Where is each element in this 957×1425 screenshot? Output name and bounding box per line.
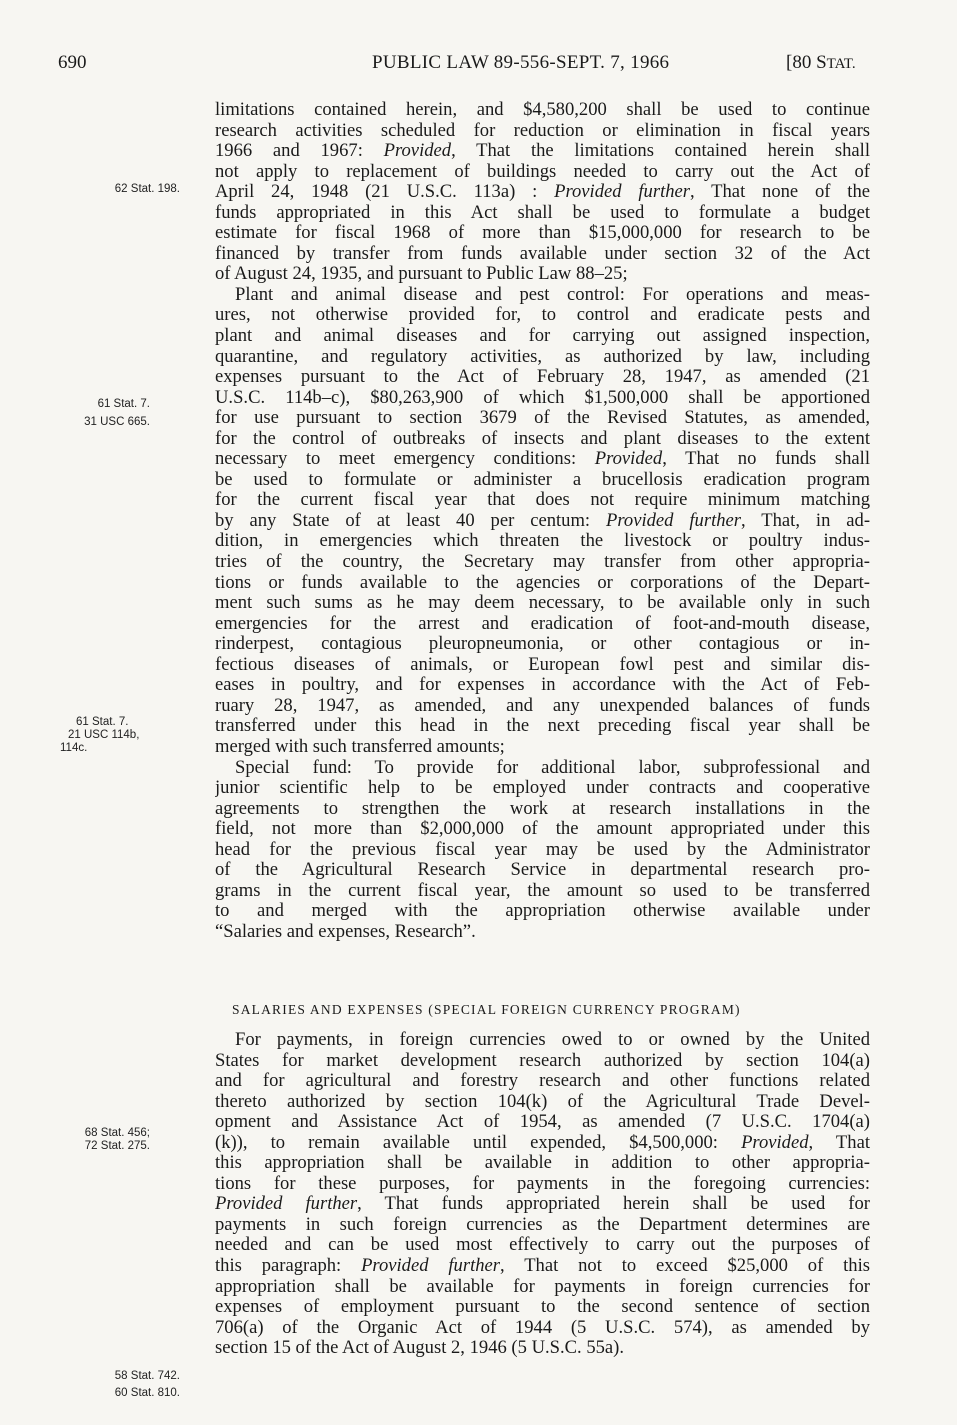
text-line: eases in poultry, and for expenses in accordance with the Act of Feb- <box>215 675 870 696</box>
margin-note-line: 61 Stat. 7. <box>97 398 150 410</box>
paragraph-special-fund <box>215 758 870 943</box>
section-heading: SALARIES AND EXPENSES (SPECIAL FOREIGN CURRENCY PROGRAM) <box>232 1002 741 1017</box>
page-number: 690 <box>58 52 87 73</box>
text-line: Provided further, That funds appropriated herein shall be used for <box>215 1194 870 1215</box>
text-line: agreements to strengthen the work at research installations in the <box>215 798 870 819</box>
margin-note <box>60 1127 150 1153</box>
text-line: U.S.C. 114b–c), $80,263,900 of which $1,500,000 shall be apportioned <box>215 387 870 408</box>
text-line: tries of the country, the Secretary may transfer from other appropria- <box>215 552 870 573</box>
text-line: appropriation shall be available for payments in foreign currencies for <box>215 1276 870 1297</box>
text-line: Plant and animal disease and pest control: For operations and meas- <box>235 284 870 305</box>
text-line: transferred under this head in the next preceding fiscal year shall be <box>215 716 870 737</box>
text-line: for the current fiscal year that does not require minimum matching <box>215 490 870 511</box>
text-line: ruary 28, 1947, as amended, and any unexpended balances of funds <box>215 695 870 716</box>
text-line: financed by transfer from funds available under section 32 of the Act <box>215 243 870 264</box>
text-line: dition, in emergencies which threaten the livestock or poultry indus- <box>215 531 870 552</box>
text-line: field, not more than $2,000,000 of the amount appropriated under this <box>215 819 870 840</box>
text-line: (k)), to remain available until expended, $4,500,000: Provided, That <box>215 1132 870 1153</box>
text-line: necessary to meet emergency conditions: Provided, That no funds shall <box>215 449 870 470</box>
text-line: thereto authorized by section 104(k) of the Agricultural Trade Devel- <box>215 1091 870 1112</box>
paragraph-continuation <box>215 100 870 285</box>
margin-note-line: 58 Stat. 742. <box>114 1370 180 1382</box>
margin-note-line: 31 USC 665. <box>84 416 150 428</box>
text-line: section 15 of the Act of August 2, 1946 (5 U.S.C. 55a). <box>215 1338 625 1359</box>
text-line: 706(a) of the Organic Act of 1944 (5 U.S.C. 574), as amended by <box>215 1317 870 1338</box>
margin-note <box>60 1370 180 1400</box>
text-line: States for market development research authorized by section 104(a) <box>215 1050 870 1071</box>
text-line: needed and can be used most effectively to carry out the purposes of <box>215 1235 870 1256</box>
text-line: tions or funds available to the agencies or corporations of the Depart- <box>215 572 870 593</box>
text-line: to and merged with the appropriation otherwise available under <box>215 901 870 922</box>
text-line: by any State of at least 40 per centum: Provided further, That, in ad- <box>215 510 870 531</box>
text-line: merged with such transferred amounts; <box>215 736 505 757</box>
text-line: funds appropriated in this Act shall be used to formulate a budget <box>215 202 870 223</box>
text-line: Special fund: To provide for additional labor, subprofessional and <box>235 757 870 778</box>
text-line: 1966 and 1967: Provided, That the limitations contained herein shall <box>215 141 870 162</box>
text-line: this paragraph: Provided further, That not to exceed $25,000 of this <box>215 1256 870 1277</box>
text-line: April 24, 1948 (21 U.S.C. 113a) : Provided further, That none of the <box>215 182 870 203</box>
text-line: be used to formulate or administer a brucellosis eradication program <box>215 469 870 490</box>
statute-body <box>215 100 870 942</box>
text-line: junior scientific help to be employed under contracts and cooperative <box>215 778 870 799</box>
margin-note <box>60 183 180 196</box>
statute-reference: [80 STAT. <box>786 52 856 73</box>
margin-note-line: 68 Stat. 456; <box>84 1127 150 1139</box>
margin-note-line: 114c. <box>60 742 88 754</box>
paragraph-foreign-currency <box>215 1030 870 1359</box>
text-line: expenses pursuant to the Act of February 28, 1947, as amended (21 <box>215 367 870 388</box>
text-line: of the Agricultural Research Service in departmental research pro- <box>215 860 870 881</box>
margin-note-line: 72 Stat. 275. <box>84 1140 150 1152</box>
text-line: for the control of outbreaks of insects and plant diseases to the extent <box>215 428 870 449</box>
text-line: grams in the current fiscal year, the amount so used to be transferred <box>215 880 870 901</box>
margin-note-line: 21 USC 114b, <box>68 729 140 741</box>
text-line: plant and animal diseases and for carrying out assigned inspection, <box>215 326 870 347</box>
text-line: research activities scheduled for reduction or elimination in fiscal years <box>215 120 870 141</box>
text-line: emergencies for the arrest and eradication of foot-and-mouth disease, <box>215 613 870 634</box>
text-line: fectious diseases of animals, or European fowl pest and similar dis- <box>215 654 870 675</box>
text-line: for use pursuant to section 3679 of the Revised Statutes, as amended, <box>215 408 870 429</box>
margin-note-line: 61 Stat. 7. <box>76 716 129 728</box>
text-line: expenses of employment pursuant to the second sentence of section <box>215 1297 870 1318</box>
margin-note-line: 60 Stat. 810. <box>114 1387 180 1399</box>
text-line: quarantine, and regulatory activities, as authorized by law, including <box>215 346 870 367</box>
text-line: payments in such foreign currencies as the Department determines are <box>215 1214 870 1235</box>
paragraph-pest-control <box>215 285 870 758</box>
text-line: For payments, in foreign currencies owed to or owned by the United <box>235 1030 870 1050</box>
running-head: PUBLIC LAW 89-556-SEPT. 7, 1966 <box>372 52 670 73</box>
text-line: ures, not otherwise provided for, to control and eradicate pests and <box>215 305 870 326</box>
margin-note <box>60 716 150 755</box>
text-line: and for agricultural and forestry research and other functions related <box>215 1071 870 1092</box>
text-line: tions for these purposes, for payments in the foregoing currencies: <box>215 1173 870 1194</box>
margin-note-line: 62 Stat. 198. <box>114 183 180 195</box>
statute-body-lower <box>215 1030 870 1359</box>
text-line: estimate for fiscal 1968 of more than $15,000,000 for research to be <box>215 223 870 244</box>
text-line: ment such sums as he may deem necessary, to be available only in such <box>215 593 870 614</box>
margin-note <box>60 398 150 429</box>
text-line: head for the previous fiscal year may be used by the Administrator <box>215 839 870 860</box>
text-line: not apply to replacement of buildings needed to carry out the Act of <box>215 161 870 182</box>
text-line: rinderpest, contagious pleuropneumonia, or other contagious or in- <box>215 634 870 655</box>
text-line: opment and Assistance Act of 1954, as amended (7 U.S.C. 1704(a) <box>215 1112 870 1133</box>
text-line: this appropriation shall be available in addition to other appropria- <box>215 1153 870 1174</box>
text-line: of August 24, 1935, and pursuant to Public Law 88–25; <box>215 264 628 285</box>
text-line: “Salaries and expenses, Research”. <box>215 921 476 942</box>
text-line: limitations contained herein, and $4,580,200 shall be used to continue <box>215 100 870 120</box>
